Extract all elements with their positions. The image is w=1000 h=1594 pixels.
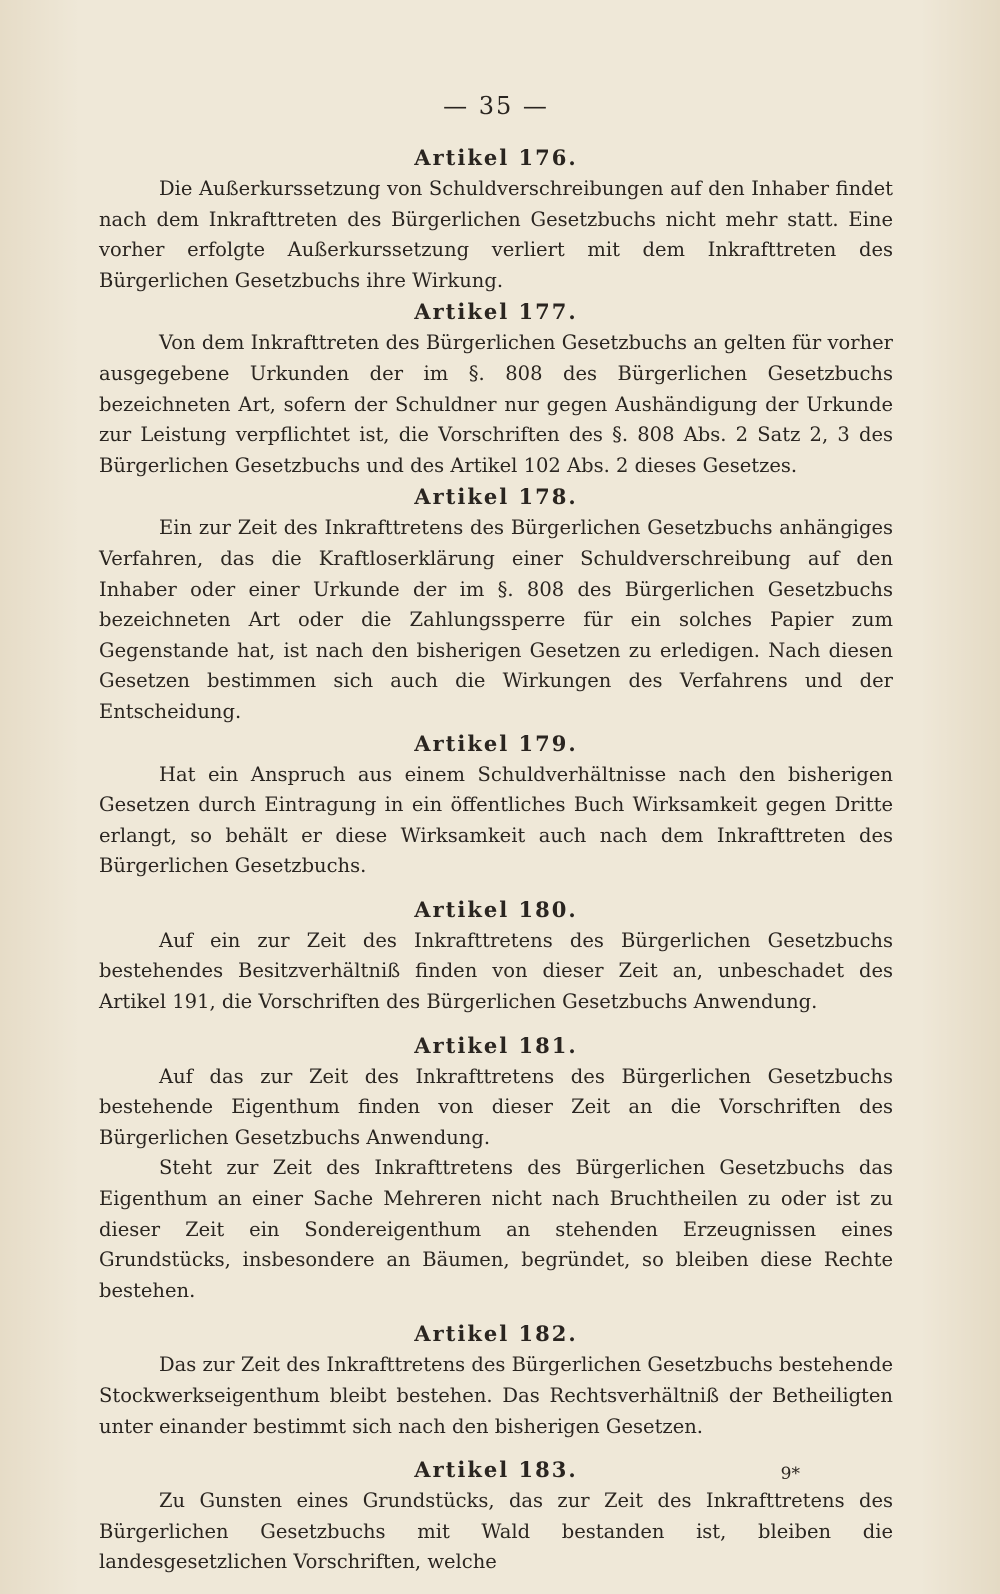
article-paragraph: Hat ein Anspruch aus einem Schuldverhältnisse nach den bisherigen Gesetzen durch Eintragung in ein öffentliches Buch Wirksamkeit gegen Dritte erlangt, so behält er diese Wirksamkeit auch nach dem Inkrafttreten des Bürgerlichen Gesetzbuchs. [99,762,893,878]
article-heading: Artikel 181. [414,1032,578,1058]
article-177 [99,296,893,481]
article-176 [99,142,893,296]
article-181 [99,1030,893,1307]
spacer [99,1306,893,1318]
article-183 [99,1454,893,1578]
article-heading: Artikel 180. [414,896,578,922]
article-paragraph: Von dem Inkrafttreten des Bürgerlichen Gesetzbuchs an gelten für vorher ausgegebene Urkunden der im §. 808 des Bürgerlichen Gesetzbuchs bezeichneten Art, sofern der Schuldner nur gegen Aushändigung der Urkunde zur Leistung verpflichtet ist, die Vorschriften des §. 808 Abs. 2 Satz 2, 3 des Bürgerlichen Gesetzbuchs und des Artikel 102 Abs. 2 dieses Gesetzes. [99,331,893,477]
sheet-signature: 9* [780,1464,800,1484]
page-number: — 35 — [443,92,549,120]
article-paragraph: Zu Gunsten eines Grundstücks, das zur Zeit des Inkrafttretens des Bürgerlichen Gesetzbuchs mit Wald bestanden ist, bleiben die landesgesetzlichen Vorschriften, welche [99,1489,893,1574]
article-paragraph: Steht zur Zeit des Inkrafttretens des Bürgerlichen Gesetzbuchs das Eigenthum an einer Sache Mehreren nicht nach Bruchtheilen zu oder ist zu dieser Zeit ein Sondereigenthum an stehenden Erzeugnissen eines Grundstücks, insbesondere an Bäumen, begründet, so bleiben diese Rechte bestehen. [99,1156,893,1302]
article-paragraph: Das zur Zeit des Inkrafttretens des Bürgerlichen Gesetzbuchs bestehende Stockwerkseigenthum bleibt bestehen. Das Rechtsverhältniß der Betheiligten unter einander bestimmt sich nach den bisherigen Gesetzen. [99,1353,893,1438]
article-heading: Artikel 182. [414,1321,578,1347]
article-heading: Artikel 176. [414,145,578,170]
article-178 [99,481,893,727]
article-paragraph: Auf ein zur Zeit des Inkrafttretens des Bürgerlichen Gesetzbuchs bestehendes Besitzverhältniß finden von dieser Zeit an, unbeschadet des Artikel 191, die Vorschriften des Bürgerlichen Gesetzbuchs Anwendung. [99,928,893,1014]
spacer [99,1018,893,1030]
spacer [99,1442,893,1454]
article-heading: Artikel 179. [414,730,578,756]
article-182 [99,1318,893,1442]
article-paragraph: Auf das zur Zeit des Inkrafttretens des Bürgerlichen Gesetzbuchs bestehende Eigenthum finden von dieser Zeit an die Vorschriften des Bürgerlichen Gesetzbuchs Anwendung. [99,1064,893,1149]
article-heading: Artikel 178. [414,484,578,510]
article-179 [99,728,893,882]
article-heading: Artikel 183. [414,1457,578,1483]
spacer [99,882,893,894]
article-paragraph: Die Außerkurssetzung von Schuldverschreibungen auf den Inhaber findet nach dem Inkrafttreten des Bürgerlichen Gesetzbuchs nicht mehr statt. Eine vorher erfolgte Außerkurssetzung verliert mit dem Inkrafttreten des Bürgerlichen Gesetzbuchs ihre Wirkung. [99,177,893,292]
article-paragraph: Ein zur Zeit des Inkrafttretens des Bürgerlichen Gesetzbuchs anhängiges Verfahren, das die Kraftloserklärung einer Schuldverschreibung auf den Inhaber oder einer Urkunde der im §. 808 des Bürgerlichen Gesetzbuchs bezeichneten Art oder die Zahlungssperre für ein solches Papier zum Gegenstande hat, ist nach den bisherigen Gesetzen zu erledigen. Nach diesen Gesetzen bestimmen sich auch die Wirkungen des Verfahrens und der Entscheidung. [99,516,893,723]
article-heading: Artikel 177. [414,299,578,325]
article-180 [99,894,893,1018]
